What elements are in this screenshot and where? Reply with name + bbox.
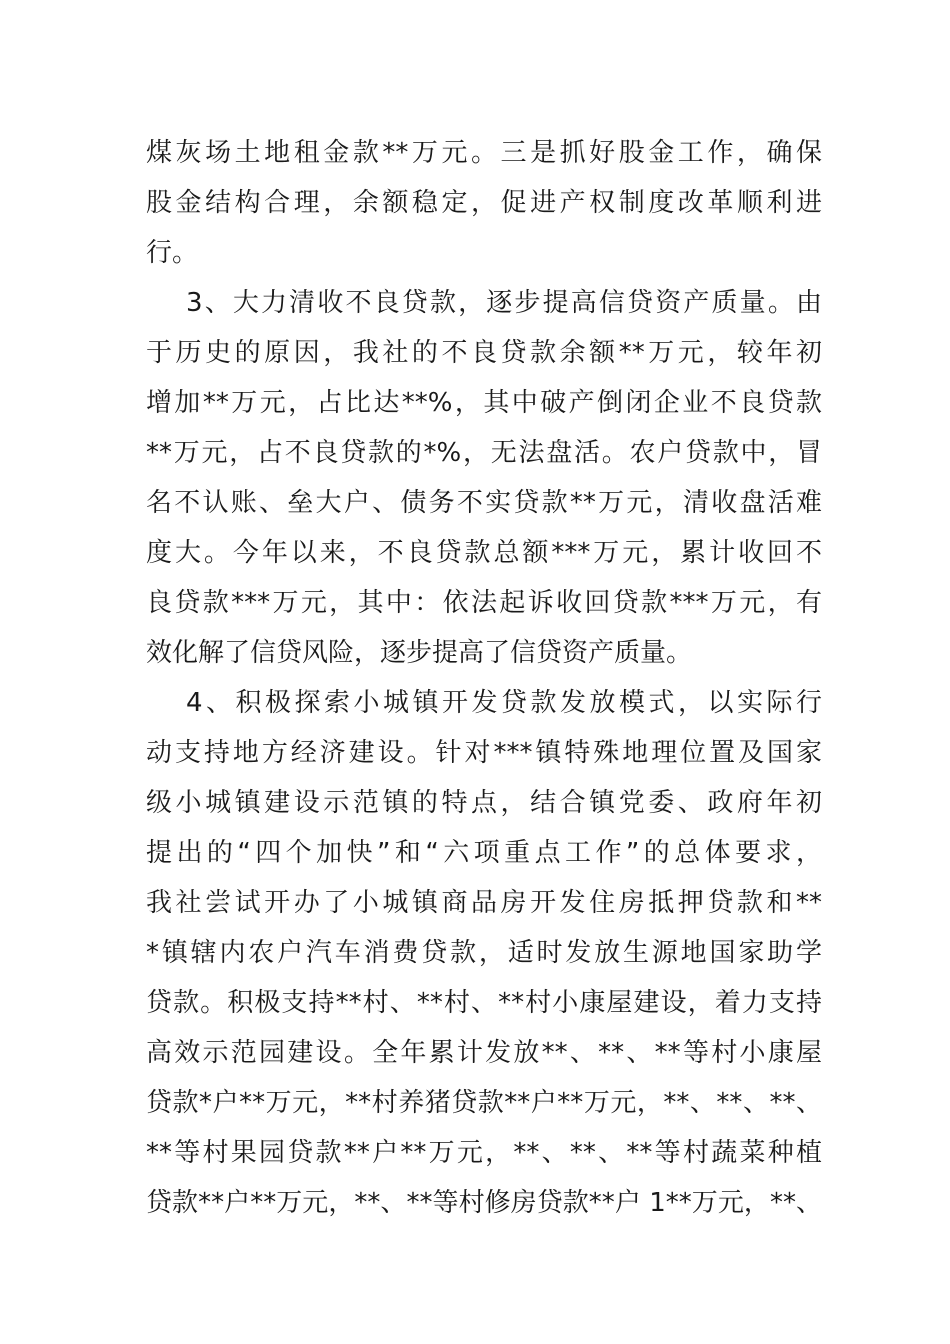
text-line: 高效示范园建设。全年累计发放**、**、**等村小康屋 — [146, 1038, 822, 1068]
body-text — [146, 128, 822, 1228]
text-line: 效化解了信贷风险，逐步提高了信贷资产质量。 — [146, 638, 693, 668]
text-line: 度大。今年以来，不良贷款总额***万元，累计收回不 — [146, 538, 822, 568]
text-line: 于历史的原因，我社的不良贷款余额**万元，较年初 — [146, 338, 822, 368]
text-line: 级小城镇建设示范镇的特点，结合镇党委、政府年初 — [146, 788, 822, 818]
text-line: **等村果园贷款**户**万元，**、**、**等村蔬菜种植 — [146, 1138, 822, 1168]
text-line: *镇辖内农户汽车消费贷款，适时发放生源地国家助学 — [146, 938, 822, 968]
text-line: **万元，占不良贷款的*%，无法盘活。农户贷款中，冒 — [146, 438, 822, 468]
text-line: 动支持地方经济建设。针对***镇特殊地理位置及国家 — [146, 738, 822, 768]
text-line: 提出的“四个加快”和“六项重点工作”的总体要求， — [146, 838, 822, 868]
text-line: 贷款。积极支持**村、**村、**村小康屋建设，着力支持 — [146, 988, 822, 1018]
text-line: 行。 — [146, 238, 199, 268]
text-line: 股金结构合理，余额稳定，促进产权制度改革顺利进 — [146, 188, 822, 218]
text-line: 良贷款***万元，其中：依法起诉收回贷款***万元，有 — [146, 588, 822, 618]
text-line: 贷款*户**万元，**村养猪贷款**户**万元，**、**、**、 — [146, 1088, 822, 1118]
text-line: 我社尝试开办了小城镇商品房开发住房抵押贷款和** — [146, 888, 822, 918]
text-line: 贷款**户**万元，**、**等村修房贷款**户 1**万元，**、 — [146, 1188, 822, 1218]
paragraph-4-first-line: 4、积极探索小城镇开发贷款发放模式，以实际行 — [186, 688, 822, 718]
text-line: 名不认账、垒大户、债务不实贷款**万元，清收盘活难 — [146, 488, 822, 518]
paragraph-3-first-line: 3、大力清收不良贷款，逐步提高信贷资产质量。由 — [186, 288, 822, 318]
text-line: 煤灰场土地租金款**万元。三是抓好股金工作，确保 — [146, 138, 822, 168]
text-line: 增加**万元，占比达**%，其中破产倒闭企业不良贷款 — [146, 388, 822, 418]
